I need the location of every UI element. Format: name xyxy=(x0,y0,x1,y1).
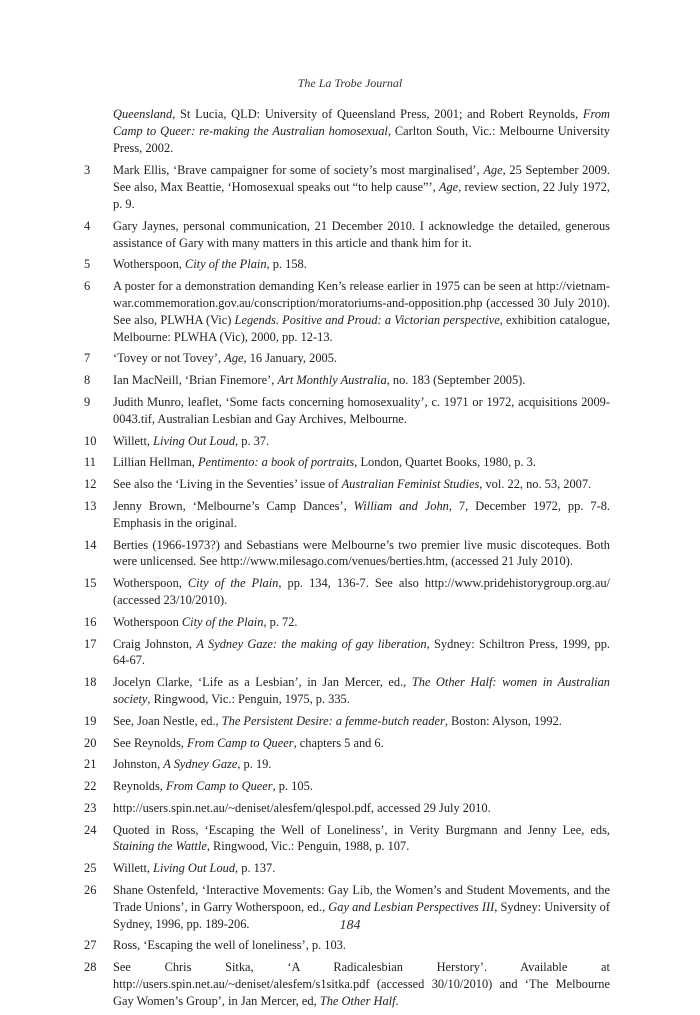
endnote-item xyxy=(84,256,610,273)
endnote-text-run: Gary Jaynes, personal communication, 21 December 2010. I acknowledge the detailed, generous assistance of Gary with many matters in this article and thank him for it. xyxy=(113,218,610,250)
endnote-text-run: Berties (1966-1973?) and Sebastians were Melbourne’s two premier live music discoteques. Both were unlicensed. See http://www.milesago.com/venues/berties.htm, (accessed 21 July 2010). xyxy=(113,537,610,569)
endnote-text-run: , p. 19. xyxy=(237,757,272,772)
endnote-text xyxy=(113,219,610,250)
endnote-title-italic: Age xyxy=(483,163,503,178)
endnote-text xyxy=(113,373,525,387)
endnote-title-italic: William and John, xyxy=(353,498,452,513)
endnote-text xyxy=(113,801,491,815)
endnote-text xyxy=(113,736,384,750)
endnote-text xyxy=(113,434,269,448)
endnote-text-run: , St Lucia, QLD: University of Queensland Press, 2001; and Robert Reynolds, xyxy=(172,107,583,121)
endnote-text xyxy=(113,615,298,629)
endnote-number: 9 xyxy=(84,394,91,409)
endnote-number: 12 xyxy=(84,477,97,492)
endnote-number: 15 xyxy=(84,576,97,591)
endnote-item xyxy=(84,537,610,571)
endnote-number: 6 xyxy=(84,279,91,294)
endnote-title-italic: Gay and Lesbian Perspectives III xyxy=(328,899,495,914)
endnote-text xyxy=(113,938,346,952)
endnote-text-run: , review section, 22 July 1972, p. 9. xyxy=(113,180,610,211)
endnote-title-italic: From Camp to Queer xyxy=(166,779,273,794)
endnote-number: 24 xyxy=(84,822,97,837)
endnote-title-italic: City of the Plain xyxy=(187,576,279,591)
endnote-text-run: 7, December 1972, pp. 7-8. Emphasis in the original. xyxy=(113,498,611,530)
endnote-item xyxy=(84,674,610,708)
endnote-text-run: , Ringwood, Vic.: Penguin, 1975, p. 335. xyxy=(147,691,350,706)
endnote-number: 5 xyxy=(84,257,91,272)
endnote-item xyxy=(84,454,610,471)
endnote-text-run: , exhibition catalogue, Melbourne: PLWHA (Vic), 2000, pp. 12-13. xyxy=(113,312,611,344)
endnote-text-run: , Carlton South, Vic.: Melbourne University Press, 2002. xyxy=(113,123,610,155)
endnote-item xyxy=(84,498,610,532)
endnote-text-run: See Chris Sitka, ‘A Radicalesbian Herstory’. Available at http://users.spin.net.au/~deniset/alesfem/s1sitka.pdf (accessed 30/10/2010) and ‘The Melbourne Gay Women’s Group’, in Jan Mercer, ed, xyxy=(113,960,610,1008)
endnote-title-italic: Queensland xyxy=(113,107,173,121)
endnote-text-run: , pp. 134, 136-7. See also http://www.pridehistorygroup.org.au/ (accessed 23/10/2010). xyxy=(113,576,610,607)
endnote-text-run: , p. 72. xyxy=(263,614,298,629)
endnote-title-italic: Art Monthly Australia xyxy=(277,373,387,388)
endnote-text-run: Johnston, xyxy=(113,757,164,772)
endnote-text-run: See also the ‘Living in the Seventies’ issue of xyxy=(113,477,342,492)
endnotes-list xyxy=(84,106,610,1015)
endnote-text-run: Wotherspoon, xyxy=(113,576,188,591)
endnote-title-italic: The Other Half: women in Australian society xyxy=(113,675,610,706)
endnote-text-run: Shane Ostenfeld, ‘Interactive Movements: Gay Lib, the Women’s and Student Movements, and the Trade Unions’, in Garry Wotherspoon, ed., xyxy=(113,883,610,914)
endnote-number: 23 xyxy=(84,800,97,815)
endnote-text-run: . xyxy=(395,993,399,1008)
endnote-item xyxy=(84,800,610,817)
endnote-text-run: Willett, xyxy=(113,861,154,876)
endnote-item xyxy=(84,218,610,252)
endnote-text xyxy=(113,163,610,211)
endnote-item xyxy=(84,937,610,954)
endnote-number: 27 xyxy=(84,938,97,953)
endnote-number: 28 xyxy=(84,960,97,975)
endnote-text-run: , p. 105. xyxy=(272,779,313,794)
endnote-text-run: Wotherspoon xyxy=(113,614,182,629)
endnote-text-run: See Reynolds, xyxy=(113,735,187,750)
endnote-text-run: Mark Ellis, ‘Brave campaigner for some of society’s most marginalised’, xyxy=(113,163,484,178)
running-head: The La Trobe Journal xyxy=(297,76,403,90)
endnote-text-run: See, Joan Nestle, ed., xyxy=(113,713,222,728)
endnote-title-italic: Age xyxy=(224,351,244,366)
endnote-text-run: Reynolds, xyxy=(113,779,167,794)
endnote-number: 4 xyxy=(84,218,91,233)
endnote-item xyxy=(84,372,610,389)
endnote-text xyxy=(113,714,562,728)
endnote-item xyxy=(84,822,610,856)
endnote-item xyxy=(84,394,610,428)
endnote-title-italic: Age xyxy=(438,180,459,195)
endnote-text xyxy=(113,675,610,706)
endnote-number: 14 xyxy=(84,537,97,552)
endnote-text xyxy=(113,637,610,668)
endnote-item xyxy=(84,778,610,795)
endnote-text xyxy=(113,279,610,343)
endnote-text-run: Jocelyn Clarke, ‘Life as a Lesbian’, in Jan Mercer, ed., xyxy=(113,675,412,690)
endnote-text xyxy=(113,861,275,875)
endnote-title-italic: City of the Plain xyxy=(184,257,267,272)
endnote-text-run: Ross, ‘Escaping the well of loneliness’, p. 103. xyxy=(113,938,346,953)
endnote-item xyxy=(84,162,610,212)
endnote-title-italic: From Camp to Queer xyxy=(187,735,294,750)
endnote-item xyxy=(84,350,610,367)
endnote-item xyxy=(84,735,610,752)
endnote-text-run: ‘Tovey or not Tovey’, xyxy=(113,351,225,366)
endnote-text-run: Craig Johnston, xyxy=(113,636,197,651)
endnote-number: 25 xyxy=(84,861,97,876)
endnote-item xyxy=(84,106,610,156)
endnote-text-run: , chapters 5 and 6. xyxy=(293,735,384,750)
endnote-text xyxy=(113,757,271,771)
endnote-item xyxy=(84,959,610,1009)
endnote-text-run: , p. 37. xyxy=(235,433,270,448)
endnote-number: 11 xyxy=(84,455,96,470)
endnote-text xyxy=(113,576,610,607)
endnote-text xyxy=(113,960,610,1008)
endnote-title-italic: City of the Plain xyxy=(181,614,264,629)
endnote-title-italic: Staining the Wattle xyxy=(113,839,207,854)
endnote-title-italic: Living Out Loud xyxy=(153,861,236,876)
endnote-title-italic: Legends. Positive and Proud: a Victorian perspective xyxy=(234,312,500,327)
endnote-text-run: , London, Quartet Books, 1980, p. 3. xyxy=(354,455,536,470)
endnote-number: 21 xyxy=(84,757,97,772)
endnote-text xyxy=(113,538,610,569)
endnote-text-run: Wotherspoon, xyxy=(113,257,185,272)
endnote-number: 22 xyxy=(84,779,97,794)
endnote-text-run: , Boston: Alyson, 1992. xyxy=(444,713,562,728)
endnote-text xyxy=(113,351,337,365)
endnote-text-run: Ian MacNeill, ‘Brian Finemore’, xyxy=(113,373,278,388)
endnote-number: 17 xyxy=(84,636,97,651)
endnote-text xyxy=(113,779,313,793)
endnote-text-run: , Sydney: University of Sydney, 1996, pp. 189-206. xyxy=(113,899,610,931)
endnote-item xyxy=(84,575,610,609)
endnote-number: 7 xyxy=(84,351,91,366)
endnote-number: 8 xyxy=(84,373,91,388)
endnote-title-italic: The Other Half xyxy=(319,993,396,1008)
endnote-title-italic: Australian Feminist Studies xyxy=(341,477,480,492)
endnote-item xyxy=(84,756,610,773)
endnote-number: 10 xyxy=(84,433,97,448)
endnote-text-run: , Ringwood, Vic.: Penguin, 1988, p. 107. xyxy=(206,839,410,854)
endnote-text-run: , p. 158. xyxy=(266,257,307,272)
endnote-text xyxy=(113,477,591,491)
endnote-text-run: , Sydney: Schiltron Press, 1999, pp. 64-67. xyxy=(113,636,610,668)
endnote-number: 16 xyxy=(84,614,97,629)
endnote-text-run: , vol. 22, no. 53, 2007. xyxy=(479,477,592,492)
endnote-text-run: , p. 137. xyxy=(235,861,276,876)
endnote-text-run: Judith Munro, leaflet, ‘Some facts concerning homosexuality’, c. 1971 or 1972, acquisitions 2009-0043.tif, Australian Lesbian and Gay Archives, Melbourne. xyxy=(113,394,610,426)
endnote-item xyxy=(84,860,610,877)
endnote-number: 3 xyxy=(84,163,91,178)
endnote-text-run: Quoted in Ross, ‘Escaping the Well of Loneliness’, in Verity Burgmann and Jenny Lee, eds, xyxy=(113,822,610,837)
endnote-text-run: Willett, xyxy=(113,433,154,448)
endnote-number: 20 xyxy=(84,735,97,750)
endnote-item xyxy=(84,278,610,345)
endnote-title-italic: A Sydney Gaze xyxy=(163,757,238,772)
endnote-item xyxy=(84,636,610,670)
endnote-text xyxy=(113,107,610,155)
endnote-text-run: , 25 September 2009. See also, Max Beattie, ‘Homosexual speaks out “to help cause”’, xyxy=(113,163,611,195)
endnote-text-run: , 16 January, 2005. xyxy=(243,351,338,366)
endnote-text-run: , no. 183 (September 2005). xyxy=(386,373,526,388)
endnote-number: 19 xyxy=(84,713,97,728)
endnote-text xyxy=(113,499,610,530)
endnote-number: 26 xyxy=(84,883,97,898)
endnote-text xyxy=(113,395,610,426)
endnote-title-italic: The Persistent Desire: a femme-butch reader xyxy=(221,713,445,728)
endnote-text-run: Jenny Brown, ‘Melbourne’s Camp Dances’, xyxy=(113,498,354,513)
endnote-text-run: A poster for a demonstration demanding Ken’s release earlier in 1975 can be seen at http://vietnam-war.commemoration.gov.au/conscription/moratoriums-and-opposition.php (accessed 30 July 2010). See also, PLWHA (Vic) xyxy=(113,279,610,327)
endnote-text-run: http://users.spin.net.au/~deniset/alesfem/qlespol.pdf, accessed 29 July 2010. xyxy=(113,800,491,815)
endnote-text xyxy=(113,823,610,854)
endnote-title-italic: Pentimento: a book of portraits xyxy=(198,455,355,470)
endnote-title-italic: Living Out Loud xyxy=(153,433,236,448)
endnote-item xyxy=(84,476,610,493)
endnote-item xyxy=(84,713,610,730)
endnote-text xyxy=(113,257,307,271)
endnote-item xyxy=(84,614,610,631)
endnote-number: 18 xyxy=(84,675,97,690)
endnote-text xyxy=(113,455,536,469)
endnote-title-italic: A Sydney Gaze: the making of gay liberation xyxy=(196,636,427,651)
endnote-number: 13 xyxy=(84,498,97,513)
endnote-text-run: Lillian Hellman, xyxy=(113,455,198,470)
endnote-item xyxy=(84,433,610,450)
page-number: 184 xyxy=(339,918,361,933)
endnote-title-italic: From Camp to Queer: re-making the Australian homosexual xyxy=(113,107,610,138)
